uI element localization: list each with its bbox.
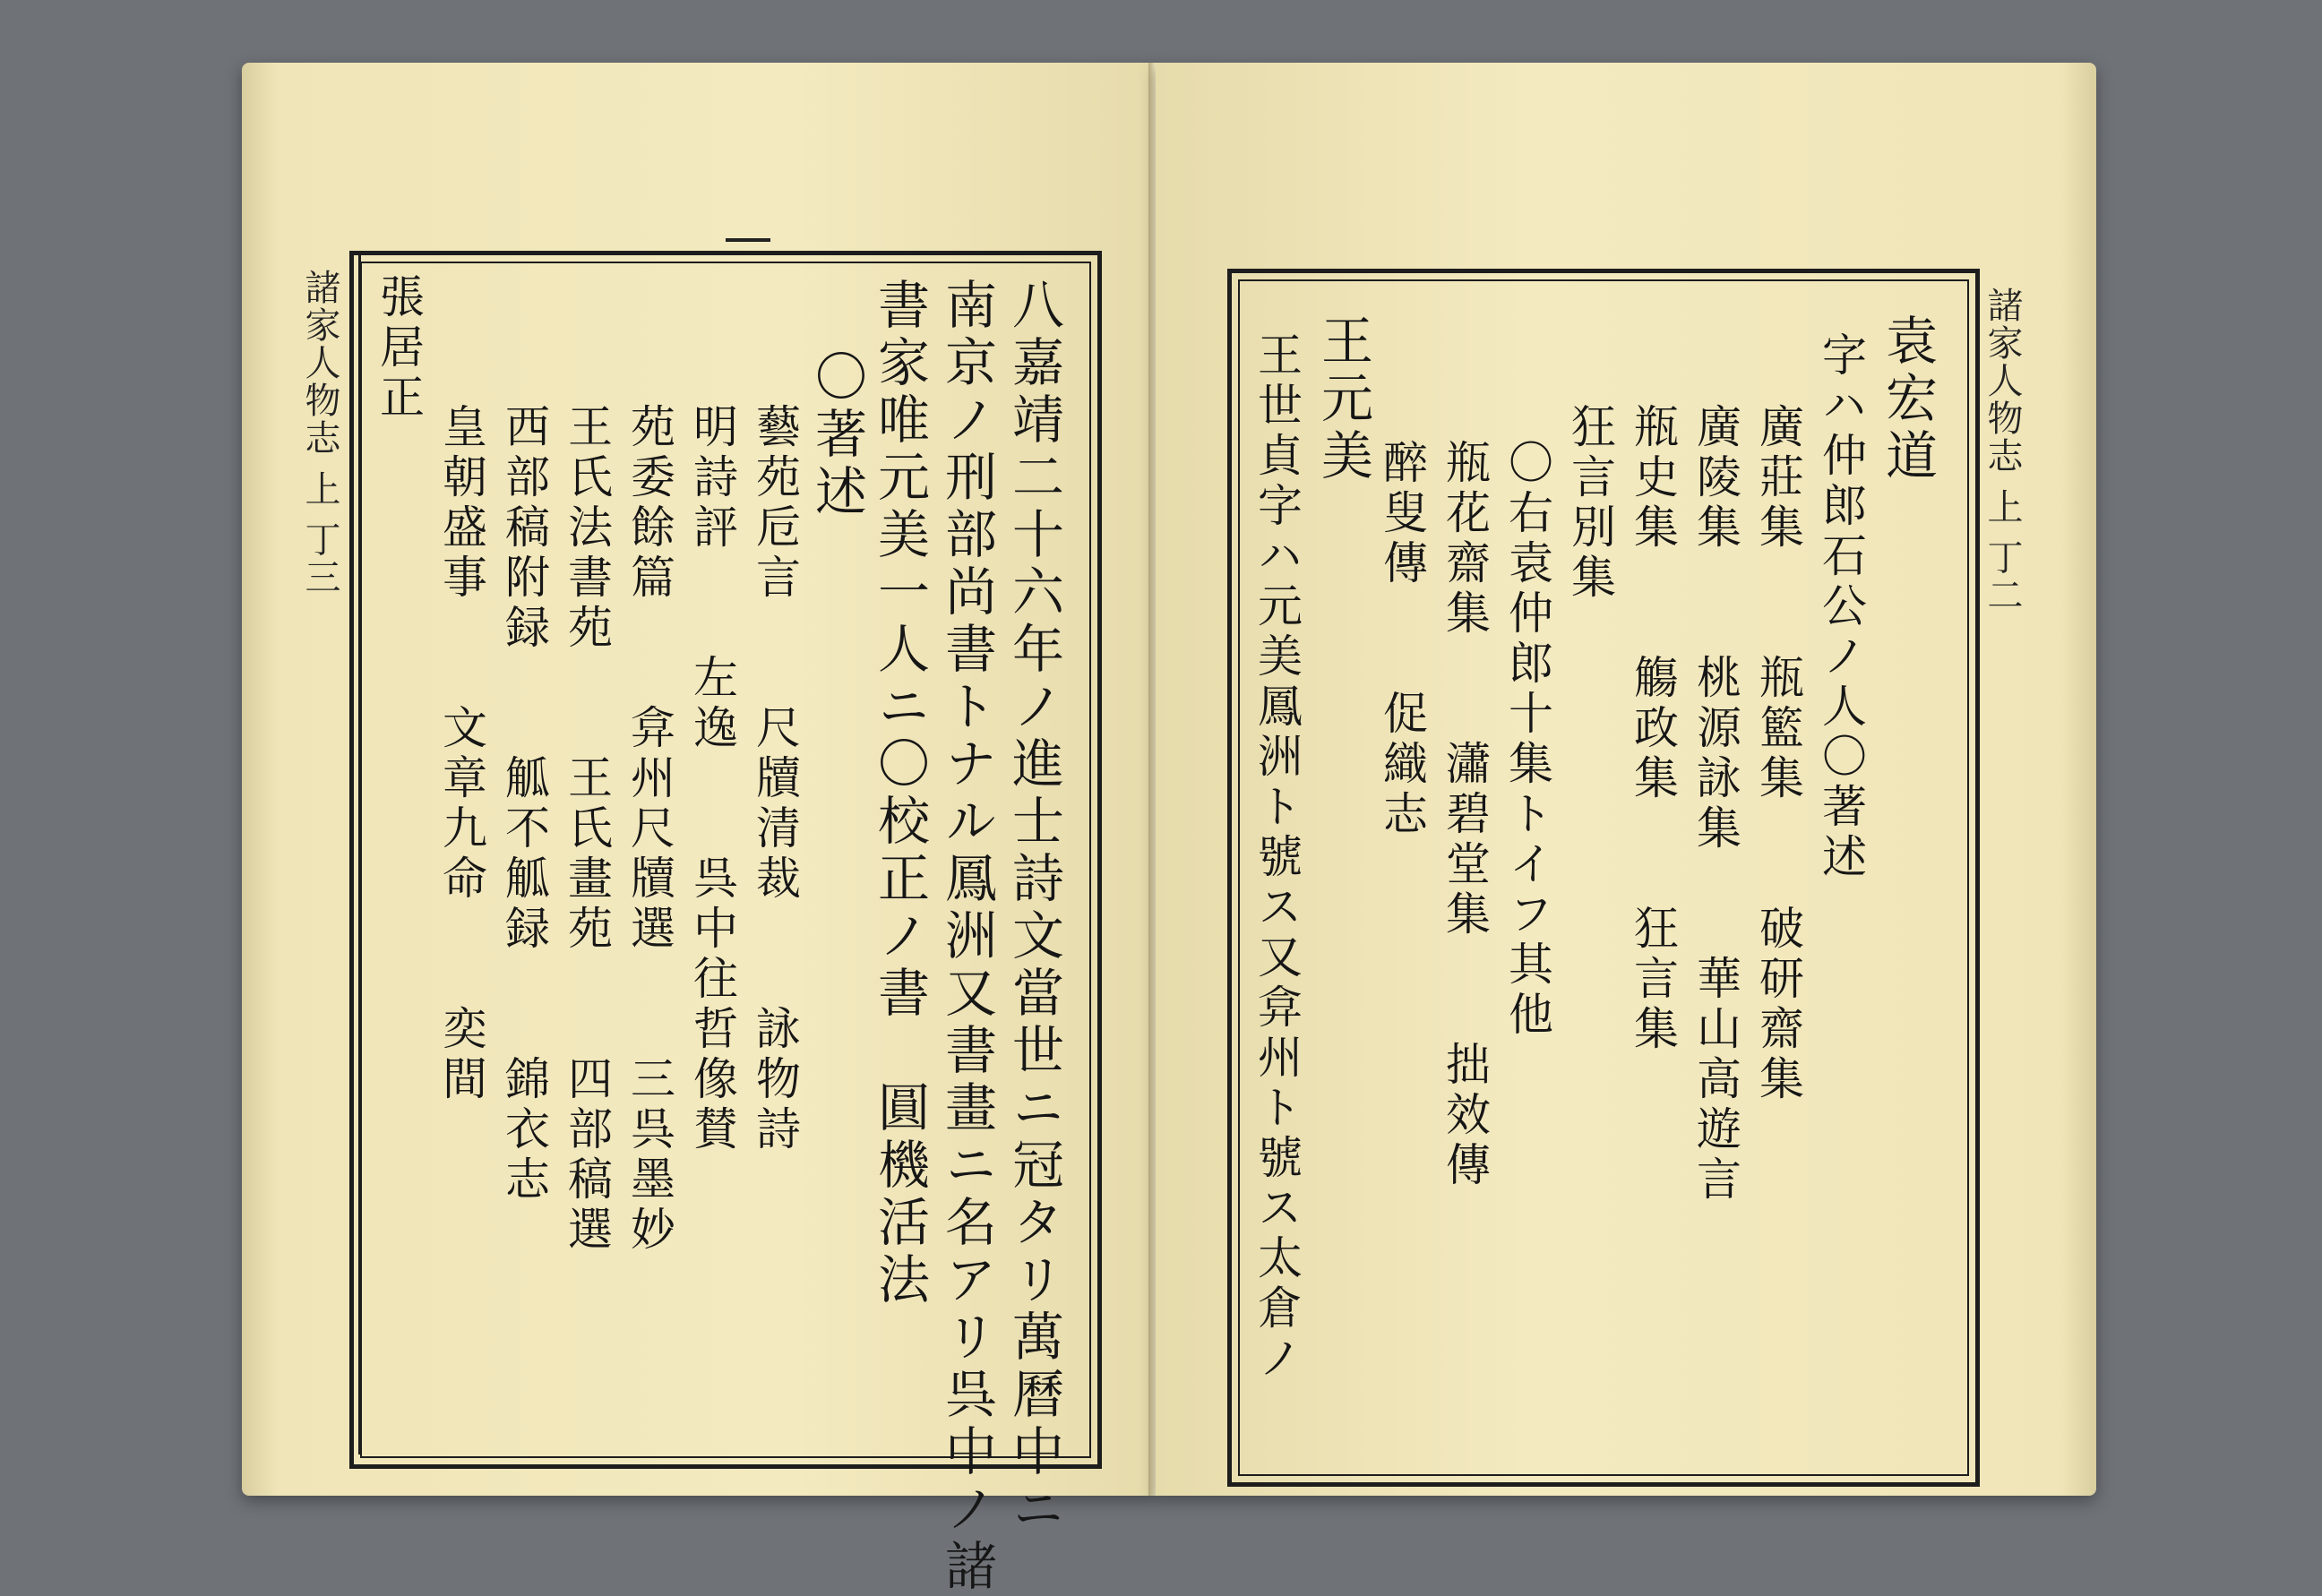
left-header-rule	[358, 254, 361, 1454]
right-col-6: 狂言別集	[1564, 403, 1616, 604]
fold-mark	[726, 224, 770, 242]
left-col-5: 藝苑卮言 尺牘清裁 詠物詩	[749, 403, 801, 1155]
right-col-1: 袁宏道	[1877, 313, 1938, 485]
left-col-4: 〇著述	[806, 349, 867, 521]
left-col-2: 南京ノ刑部尚書トナル鳳洲又書畫ニ名アリ呉中ノ諸	[936, 278, 997, 1596]
right-col-3: 廣莊集 瓶籃集 破研齋集	[1752, 403, 1804, 1105]
left-col-3: 書家唯元美一人ニ〇校正ノ書 圓機活法	[869, 278, 930, 1309]
right-page	[1156, 63, 2096, 1496]
left-col-6: 明詩評 左逸 呉中往哲像賛	[686, 403, 738, 1155]
right-col-9: 醉叟傳 促織志	[1376, 439, 1428, 840]
right-col-7: 〇右袁仲郎十集トイフ其他	[1501, 439, 1553, 1041]
left-col-7: 苑委餘篇 弇州尺牘選 三呉墨妙	[624, 403, 675, 1256]
left-col-9: 西部稿附録 觚不觚録 錦衣志	[498, 403, 550, 1206]
right-col-10: 王元美	[1312, 313, 1373, 485]
open-book	[242, 63, 2096, 1596]
right-col-11: 王世貞字ハ元美鳳洲ト號ス又弇州ト號ス太倉ノ	[1251, 331, 1303, 1385]
right-margin-header: 諸家人物志 上 丁二	[1982, 287, 2023, 614]
left-margin-header: 諸家人物志 上 丁三	[299, 269, 340, 596]
right-col-2: 字ハ仲郎石公ノ人〇著述	[1815, 331, 1867, 883]
right-col-8: 瓶花齋集 瀟碧堂集 拙效傳	[1439, 439, 1491, 1191]
left-col-11: 張居正	[373, 273, 425, 424]
left-col-10: 皇朝盛事 文章九命 奕間	[435, 403, 487, 1105]
right-col-4: 廣陵集 桃源詠集 華山高遊言	[1690, 403, 1742, 1206]
left-col-8: 王氏法書苑 王氏畫苑 四部稿選	[561, 403, 613, 1256]
right-col-5: 瓶史集 觴政集 狂言集	[1627, 403, 1679, 1055]
left-col-1: 八嘉靖二十六年ノ進士詩文當世ニ冠タリ萬曆中ニ	[1003, 278, 1064, 1539]
left-page	[242, 63, 1156, 1596]
